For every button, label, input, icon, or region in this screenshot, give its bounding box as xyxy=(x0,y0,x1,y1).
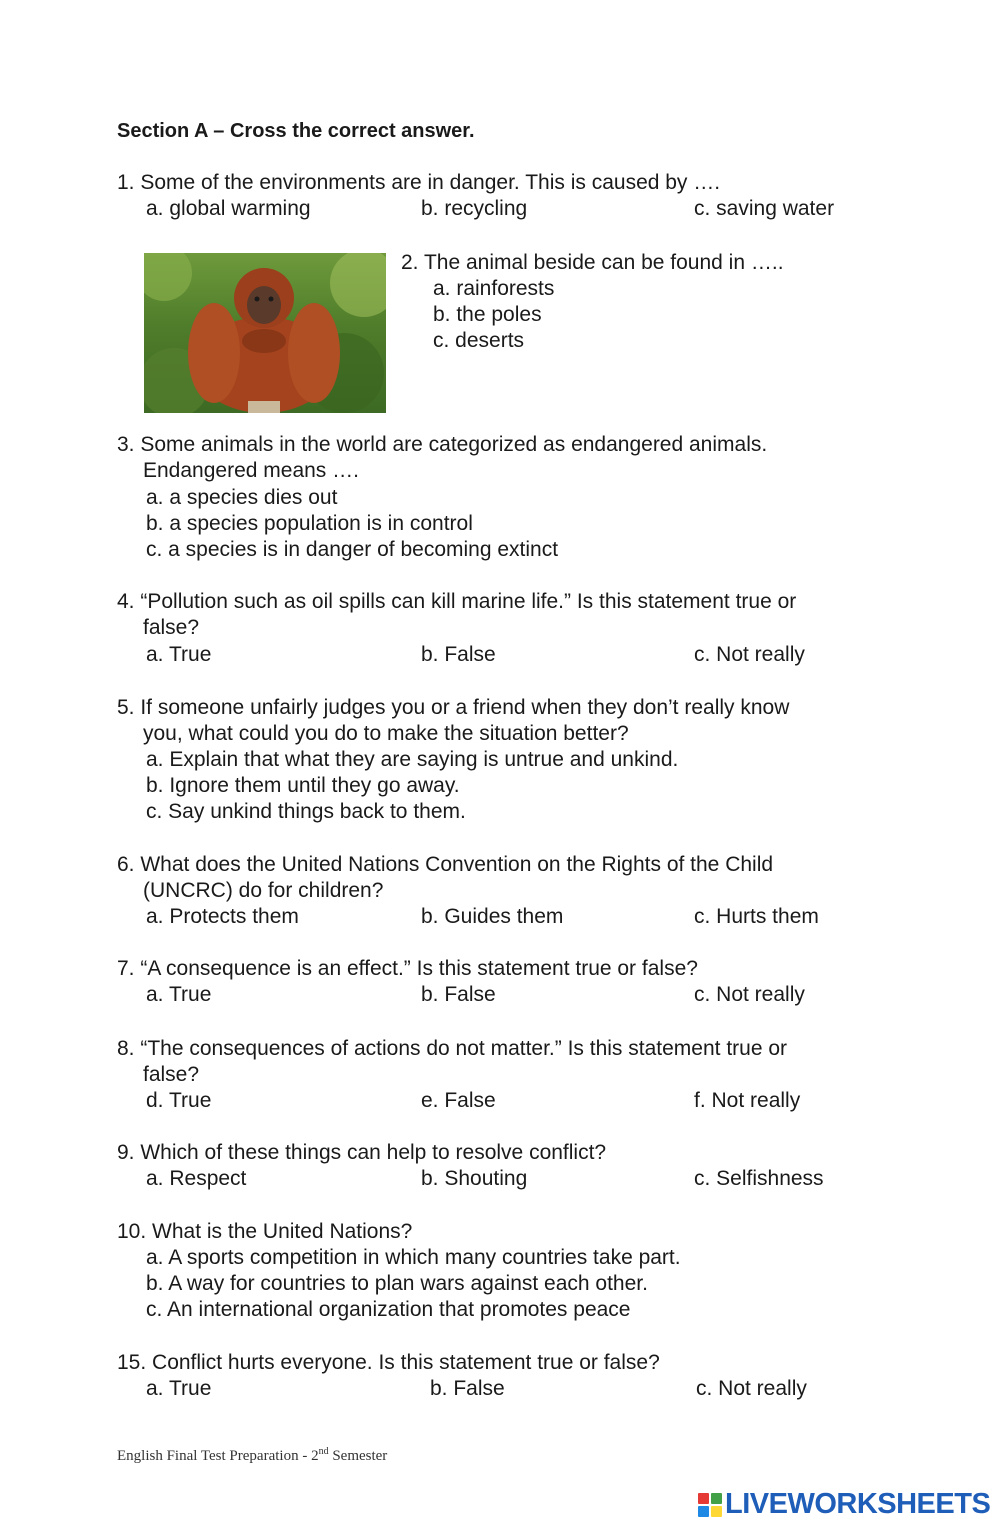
page-footer xyxy=(117,1446,387,1465)
question-4-option-c[interactable]: c. Not really xyxy=(694,643,805,666)
question-7-option-b[interactable]: b. False xyxy=(421,983,496,1006)
question-7-option-c[interactable]: c. Not really xyxy=(694,983,805,1006)
question-3-option-a[interactable]: a. a species dies out xyxy=(146,486,338,509)
question-2-option-c[interactable]: c. deserts xyxy=(433,329,525,352)
question-8-option-f[interactable]: f. Not really xyxy=(694,1089,801,1112)
question-6-option-a[interactable]: a. Protects them xyxy=(146,905,299,928)
question-9-stem: 9. Which of these things can help to resolve conflict? xyxy=(117,1141,607,1164)
question-7-option-a[interactable]: a. True xyxy=(146,983,212,1006)
question-6-option-c[interactable]: c. Hurts them xyxy=(694,905,819,928)
question-5-stem-line-1: 5. If someone unfairly judges you or a friend when they don’t really know xyxy=(117,696,790,719)
question-8-option-d[interactable]: d. True xyxy=(146,1089,212,1112)
question-9-option-a[interactable]: a. Respect xyxy=(146,1167,247,1190)
footer-text: English Final Test Preparation - 2 xyxy=(117,1448,319,1464)
question-10-option-c[interactable]: c. An international organization that promotes peace xyxy=(146,1298,631,1321)
question-6-option-b[interactable]: b. Guides them xyxy=(421,905,564,928)
question-7-stem: 7. “A consequence is an effect.” Is this statement true or false? xyxy=(117,957,698,980)
footer-superscript: nd xyxy=(318,1446,329,1457)
question-6-stem-line-2: (UNCRC) do for children? xyxy=(143,879,384,902)
question-10-option-a[interactable]: a. A sports competition in which many countries take part. xyxy=(146,1246,681,1269)
question-3-stem-line-2: Endangered means …. xyxy=(143,459,359,482)
question-15-option-b[interactable]: b. False xyxy=(430,1377,505,1400)
question-4-stem-line-1: 4. “Pollution such as oil spills can kill marine life.” Is this statement true or xyxy=(117,590,797,613)
question-10-stem: 10. What is the United Nations? xyxy=(117,1220,413,1243)
question-5-option-b[interactable]: b. Ignore them until they go away. xyxy=(146,774,460,797)
question-2-option-b[interactable]: b. the poles xyxy=(433,303,542,326)
question-3-option-b[interactable]: b. a species population is in control xyxy=(146,512,473,535)
liveworksheets-logo-icon xyxy=(697,1492,723,1518)
question-1-option-b[interactable]: b. recycling xyxy=(421,197,528,220)
question-5-option-c[interactable]: c. Say unkind things back to them. xyxy=(146,800,466,823)
question-2-stem: 2. The animal beside can be found in ….. xyxy=(401,251,784,274)
question-15-stem: 15. Conflict hurts everyone. Is this statement true or false? xyxy=(117,1351,660,1374)
question-4-stem-line-2: false? xyxy=(143,616,200,639)
question-6-stem-line-1: 6. What does the United Nations Convention on the Rights of the Child xyxy=(117,853,774,876)
question-2-option-a[interactable]: a. rainforests xyxy=(433,277,555,300)
question-4-option-a[interactable]: a. True xyxy=(146,643,212,666)
question-3-stem-line-1: 3. Some animals in the world are categorized as endangered animals. xyxy=(117,433,768,456)
question-9-option-b[interactable]: b. Shouting xyxy=(421,1167,528,1190)
question-1-stem: 1. Some of the environments are in danger. This is caused by …. xyxy=(117,171,721,194)
question-1-option-c[interactable]: c. saving water xyxy=(694,197,835,220)
section-title: Section A – Cross the correct answer. xyxy=(117,120,475,142)
footer-text-end: Semester xyxy=(328,1448,388,1464)
question-8-stem-line-2: false? xyxy=(143,1063,200,1086)
question-15-option-a[interactable]: a. True xyxy=(146,1377,212,1400)
question-8-option-e[interactable]: e. False xyxy=(421,1089,496,1112)
orangutan-photo xyxy=(144,253,386,413)
question-5-option-a[interactable]: a. Explain that what they are saying is untrue and unkind. xyxy=(146,748,679,771)
liveworksheets-brand[interactable] xyxy=(697,1488,990,1521)
question-5-stem-line-2: you, what could you do to make the situation better? xyxy=(143,722,629,745)
liveworksheets-wordmark: LIVEWORKSHEETS xyxy=(725,1488,991,1520)
question-1-option-a[interactable]: a. global warming xyxy=(146,197,311,220)
question-3-option-c[interactable]: c. a species is in danger of becoming extinct xyxy=(146,538,559,561)
question-8-stem-line-1: 8. “The consequences of actions do not matter.” Is this statement true or xyxy=(117,1037,788,1060)
question-9-option-c[interactable]: c. Selfishness xyxy=(694,1167,824,1190)
question-10-option-b[interactable]: b. A way for countries to plan wars against each other. xyxy=(146,1272,648,1295)
question-4-option-b[interactable]: b. False xyxy=(421,643,496,666)
question-15-option-c[interactable]: c. Not really xyxy=(696,1377,807,1400)
